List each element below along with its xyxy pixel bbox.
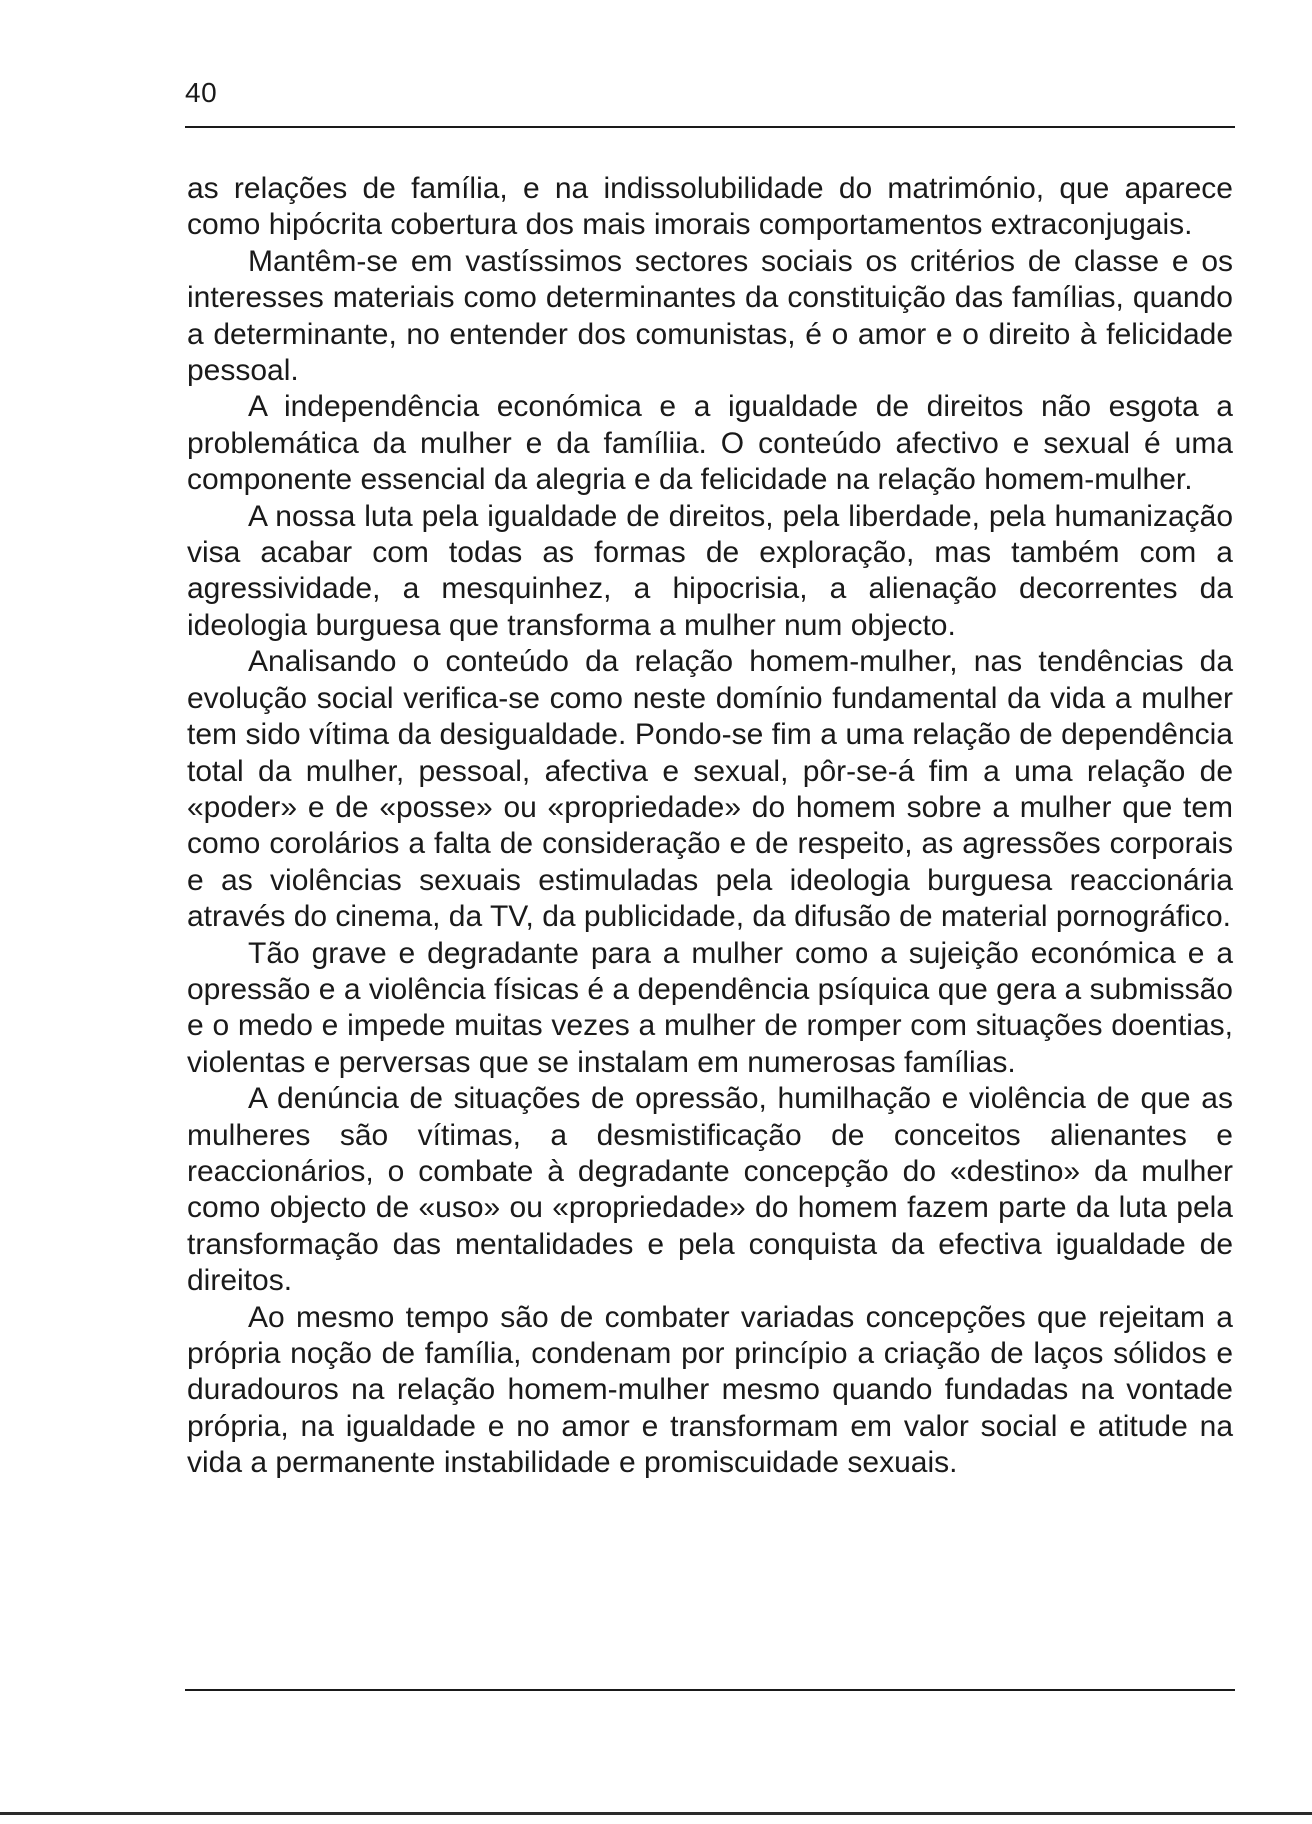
paragraph: Analisando o conteúdo da relação homem-mulher, nas tendências da evolução social verifica-se como neste domínio fundamental da vida a mulher tem sido vítima da desigualdade. Pondo-se fim a uma relação de dependência total da mulher, pessoal, afectiva e sexual, pôr-se-á fim a uma relação de «poder» e de «posse» ou «propriedade» do homem sobre a mulher que tem como corolários a falta de consideração e de respeito, as agressões corporais e as violências sexuais estimuladas pela ideologia burguesa reaccionária através do cinema, da TV, da publicidade, da difusão de material pornográfico.	[187, 645, 1233, 934]
page-number: 40	[185, 77, 218, 108]
paragraph: Tão grave e degradante para a mulher como a sujeição económica e a opressão e a violência físicas é a dependência psíquica que gera a submissão e o medo e impede muitas vezes a mulher de romper com situações doentias, violentas e perversas que se instalam em numerosas famílias.	[187, 936, 1233, 1079]
header-rule	[185, 126, 1235, 128]
paragraph: A denúncia de situações de opressão, humilhação e violência de que as mulheres são vítimas, a desmistificação de conceitos alienantes e reaccionários, o combate à degradante concepção do «destino» da mulher como objecto de «uso» ou «propriedade» do homem fazem parte da luta pela transformação das mentalidades e pela conquista da efectiva igualdade de direitos.	[187, 1082, 1233, 1298]
scan-edge-line	[0, 1812, 1312, 1815]
paragraph: Mantêm-se em vastíssimos sectores sociais os critérios de classe e os interesses materiais como determinantes da constituição das famílias, quando a determinante, no entender dos comunistas, é o amor e o direito à felicidade pessoal.	[187, 244, 1233, 388]
paragraph: A nossa luta pela igualdade de direitos, pela liberdade, pela humanização visa acabar com todas as formas de exploração, mas também com a agressividade, a mesquinhez, a hipocrisia, a alienação decorrentes da ideologia burguesa que transforma a mulher num objecto.	[187, 499, 1233, 642]
paragraph: as relações de família, e na indissolubilidade do matrimónio, que aparece como hipócrita cobertura dos mais imorais comportamentos extraconjugais.	[187, 172, 1233, 242]
body-text	[187, 171, 1233, 1482]
paragraph: Ao mesmo tempo são de combater variadas concepções que rejeitam a própria noção de família, condenam por princípio a criação de laços sólidos e duradouros na relação homem-mulher mesmo quando fundadas na vontade própria, na igualdade e no amor e transformam em valor social e atitude na vida a permanente instabilidade e promiscuidade sexuais.	[187, 1300, 1233, 1480]
footer-rule	[185, 1689, 1235, 1691]
paragraph: A independência económica e a igualdade de direitos não esgota a problemática da mulher e da famíliia. O conteúdo afectivo e sexual é uma componente essencial da alegria e da felicidade na relação homem-mulher.	[187, 390, 1233, 497]
